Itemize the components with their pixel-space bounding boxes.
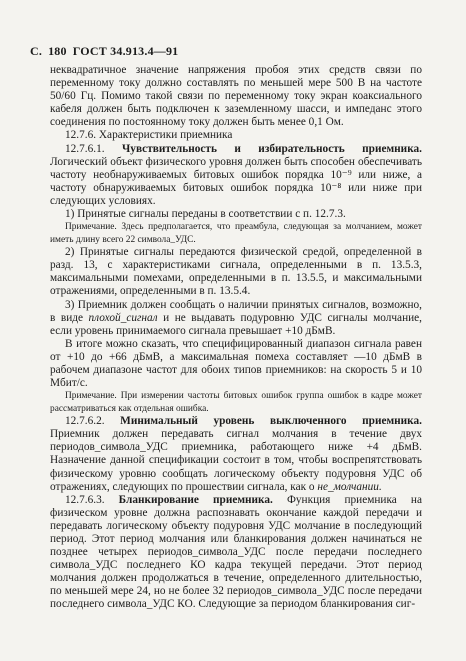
- section-12-7-6-2: [50, 415, 422, 494]
- list-item-3-text-a: 3) Приемник должен сообщать о наличии принятых сигналов, возможно, в виде: [50, 298, 422, 324]
- list-item-1: 1) Принятые сигналы переданы в соответствии с п. 12.7.3.: [65, 208, 346, 221]
- list-item-3: [50, 299, 422, 338]
- list-item-2: 2) Принятые сигналы передаются физической средой, определенной в разд. 13, с характеристиками сигнала, определенными в п. 13.5.3, максимальными помехами, определенными в п. 13.5.5, и максимальными отражениями, определенными в п. 13.5.4.: [50, 246, 422, 298]
- section-heading-12-7-6: 12.7.6. Характеристики приемника: [65, 129, 233, 142]
- standard-code: ГОСТ 34.913.4—91: [72, 44, 179, 58]
- list-item-3-text-b: и не выдавать подуровню УДС сигналы молчание, если уровень принимаемого сигнала превышает +10 дБмВ.: [50, 311, 423, 337]
- section-12-7-6-1: [50, 143, 422, 208]
- section-text: Функция приемника на физическом уровне должна распознавать окончание каждой передачи и передавать логическому объекту подуровня УДС молчание в последующий период. Этот период молчания или бланкирования должен начинаться не позднее четырех периодов_символа_УДС после передачи последнего символа_УДС последнего КО кадра текущей передачи. Этот период молчания должен продолжаться в течение, определенного длительностью, по меньшей мере 24, но не более 32 периодов_символа_УДС после передачи последнего символа_УДС КО. Следующие за периодом бланкирования сиг-: [50, 493, 422, 611]
- paragraph-summary: В итоге можно сказать, что специфицированный диапазон сигнала равен от +10 до +66 дБмВ, а максимальная помеха составляет —10 дБмВ в рабочем диапазоне частот для обоих типов приемников: на скорость 5 и 10 Мбит/с.: [50, 337, 422, 390]
- page-number-prefix: С.: [30, 44, 43, 58]
- note-2: Примечание. При измерении частоты битовых ошибок группа ошибок в кадре может рассматриваться как отдельная ошибка.: [50, 391, 422, 414]
- document-body: [50, 64, 422, 612]
- section-emphasis: не_молчании.: [317, 480, 382, 493]
- section-title: Чувствительность и избирательность приемника.: [122, 142, 423, 155]
- section-number: 12.7.6.3.: [65, 493, 105, 506]
- list-item-3-emphasis: плохой_сигнал: [88, 311, 158, 324]
- section-12-7-6-3: [50, 494, 422, 612]
- section-number: 12.7.6.1.: [65, 142, 105, 155]
- section-title: Минимальный уровень выключенного приемника.: [120, 415, 422, 428]
- section-text: Приемник должен передавать сигнал молчания в течение двух периодов_символа_УДС приемника, работающего ниже +4 дБмВ. Назначение данной спецификации состоит в том, чтобы воспрепятствовать физическому уровню сообщать логическому объекту подуровня УДС об отражениях, следующих по прошествии сигнала, как о: [50, 428, 422, 493]
- page-header: [30, 44, 184, 59]
- section-number: 12.7.6.2.: [65, 415, 105, 428]
- paragraph-intro: неквадратичное значение напряжения пробоя этих средств связи по переменному току должно составлять по меньшей мере 500 В на частоте 50/60 Гц. Помимо такой связи по переменному току экран коаксиального кабеля должен быть подключен к заземленному шасси, и импеданс этого соединения по постоянному току должен быть менее 0,1 Ом.: [50, 64, 422, 129]
- section-text: Логический объект физического уровня должен быть способен обеспечивать частоту необнаруживаемых битовых ошибок порядка 10⁻⁹ или ниже, а частоту обнаруживаемых битовых ошибок порядка 10⁻⁸ или ниже при следующих условиях.: [50, 155, 422, 207]
- section-title: Бланкирование приемника.: [118, 493, 273, 506]
- page-number: 180: [48, 44, 67, 58]
- note-1: Примечание. Здесь предполагается, что преамбула, следующая за молчанием, может иметь длину всего 22 символа_УДС.: [50, 222, 422, 245]
